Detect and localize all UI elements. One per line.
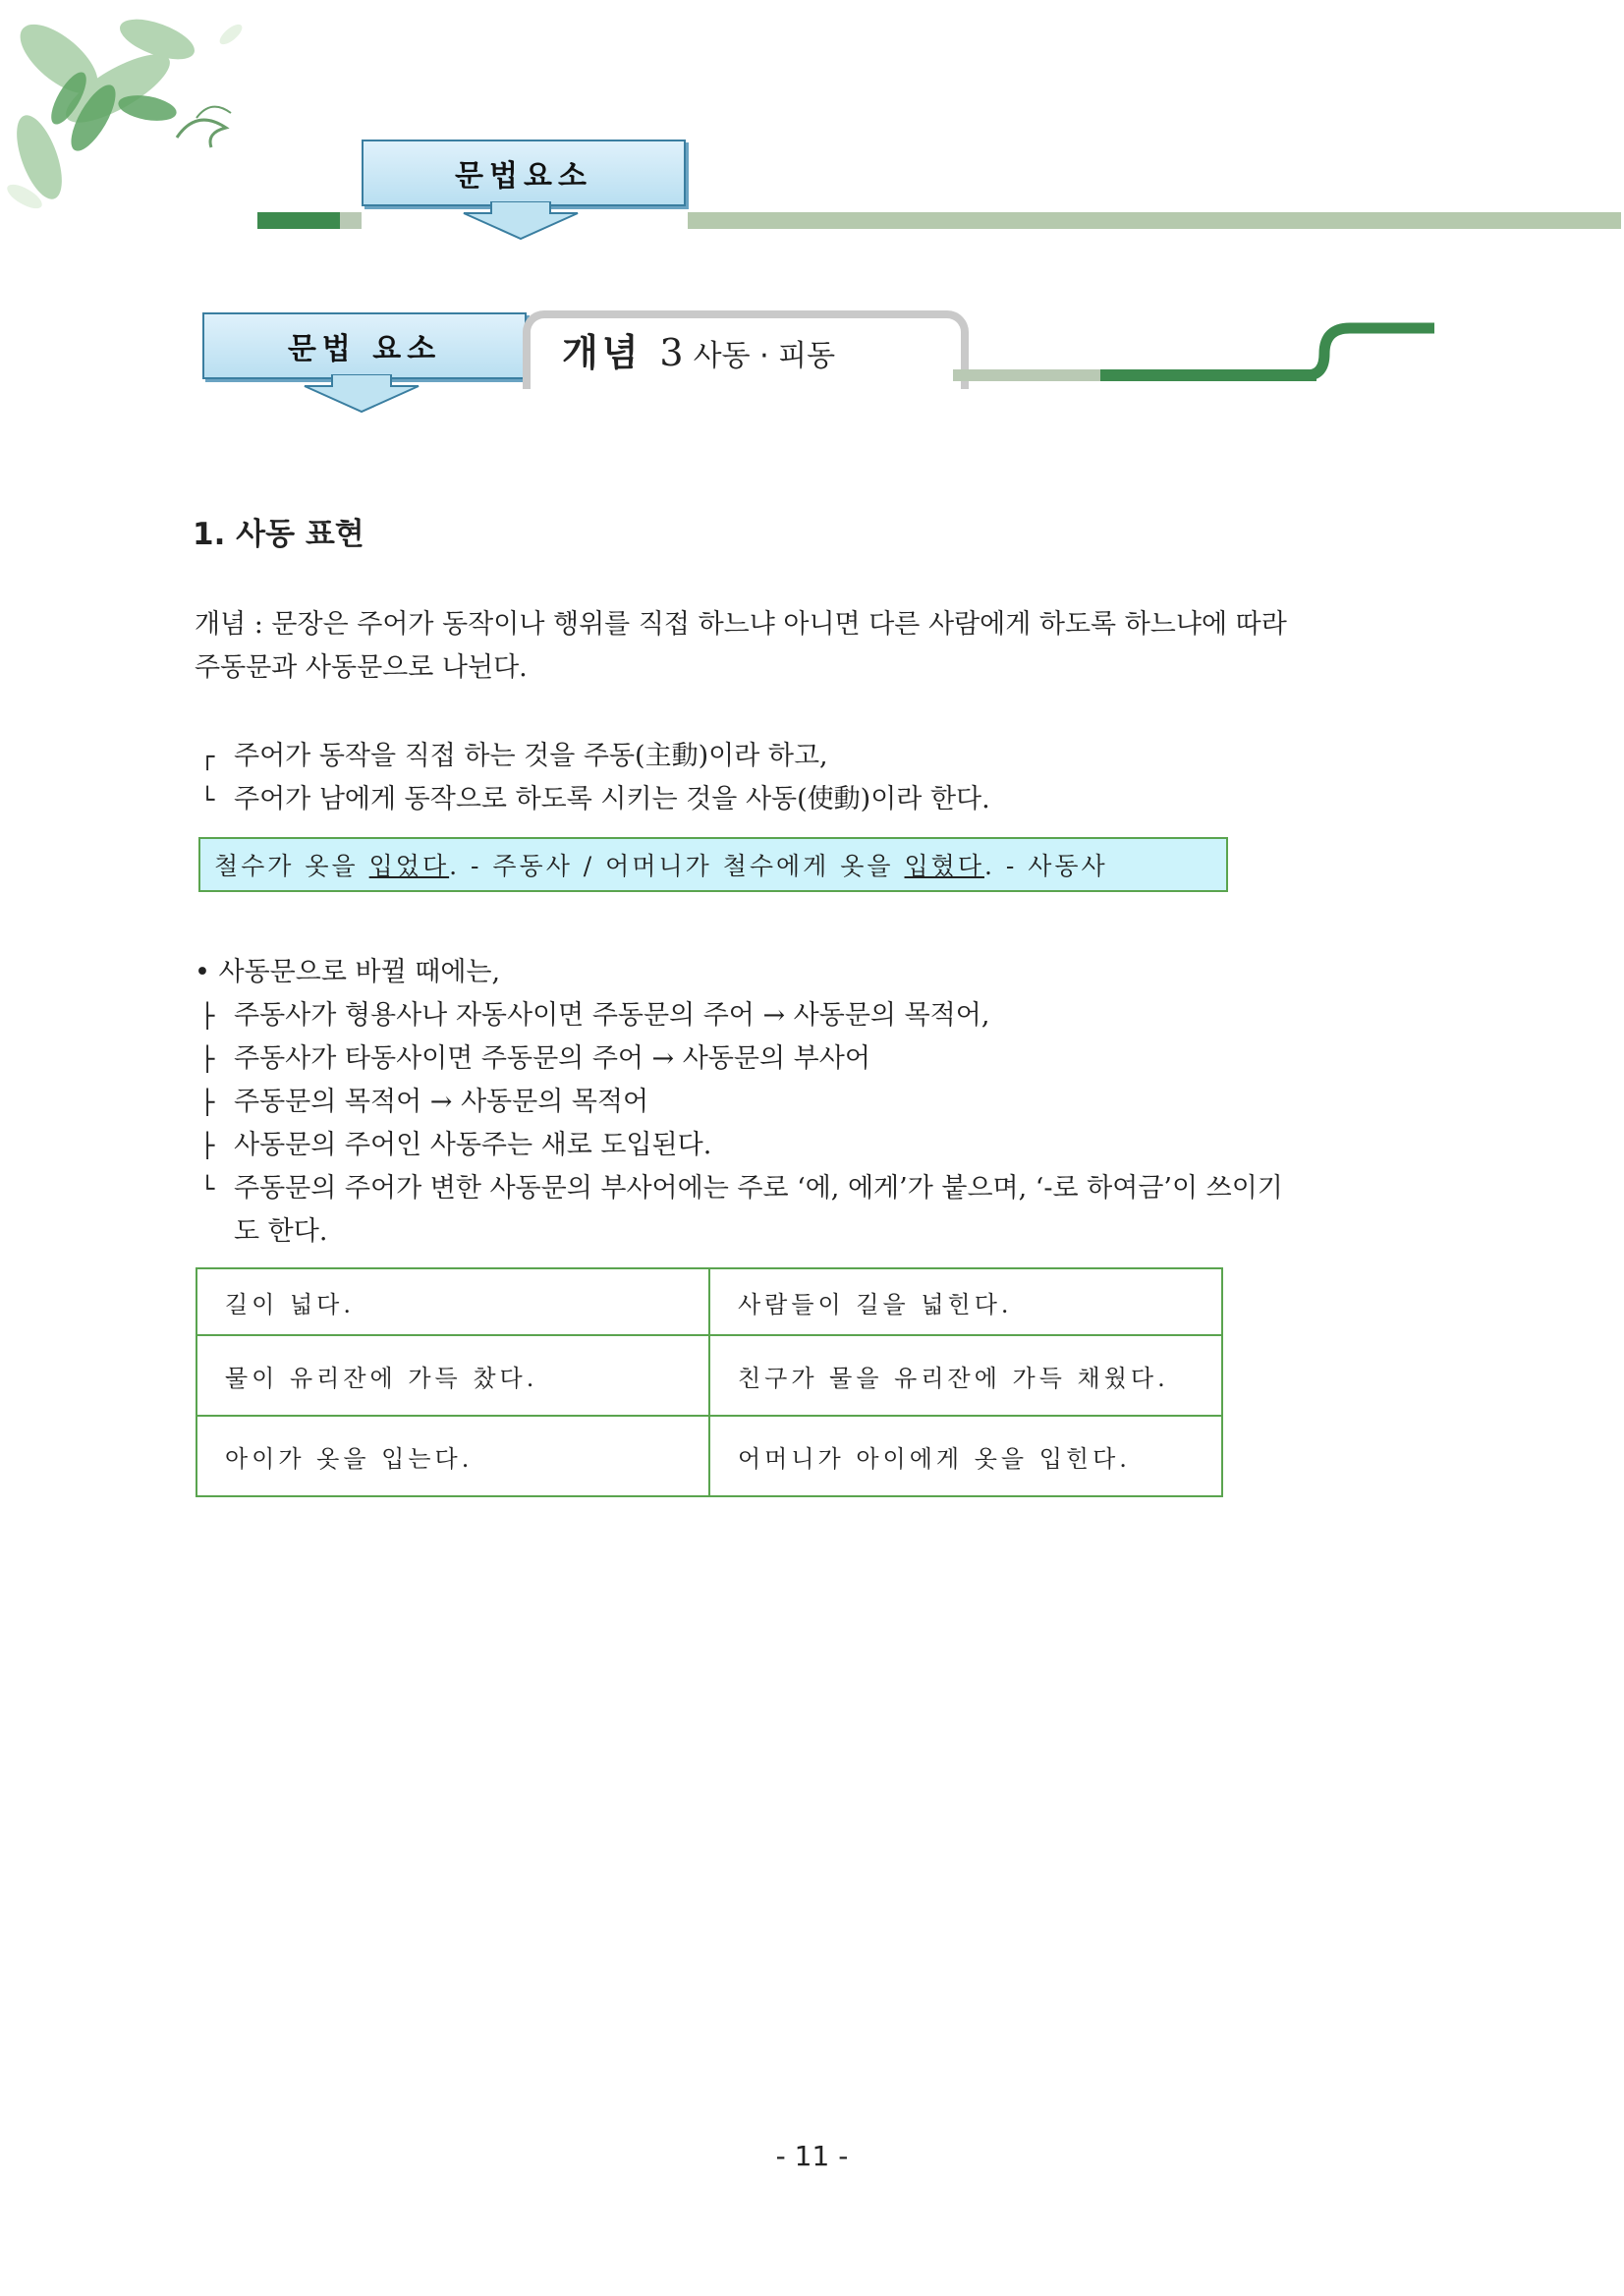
section-title: 1. 사동 표현 [193,517,364,552]
table-cell-active: 길이 넓다. [196,1268,709,1335]
rule-text: 사동문의 주어인 사동주는 새로 도입된다. [234,1130,712,1160]
header-bar-right [688,212,1621,229]
concept-label: 개념 [562,331,643,374]
rule-line-continuation: 도 한다. [234,1216,328,1247]
definition-line-1: 개념 : 문장은 주어가 동작이나 행위를 직접 하느냐 아니면 다른 사람에게 하도록 하느냐에 따라 [195,609,1287,640]
header-bar-left [257,212,340,229]
bracket-mark: ├ [200,1045,215,1073]
page-number: - 11 - [775,2140,849,2172]
bracket-text: 주어가 동작을 직접 하는 것을 주동(主動)이라 하고, [234,741,828,771]
bracket-line [200,735,828,778]
section-banner: 문법 요소 [202,312,527,379]
table-cell-causative: 사람들이 길을 넓힌다. [709,1268,1222,1335]
table-row [196,1268,1222,1335]
rule-text: 주동문의 목적어 → 사동문의 목적어 [234,1087,649,1117]
rule-line [200,994,989,1037]
concept-title: 사동 · 피동 [693,339,836,373]
section-arrow-icon [303,374,420,414]
bracket-mark: ├ [200,1132,215,1159]
rule-text: 주동사가 형용사나 자동사이면 주동문의 주어 → 사동문의 목적어, [234,1000,990,1031]
table-cell-active: 물이 유리잔에 가득 찼다. [196,1335,709,1416]
rule-line [200,1167,1283,1210]
example-text: 철수가 옷을 [214,852,369,880]
floral-decoration [0,0,265,236]
example-verb-causative: 입혔다 [904,852,984,880]
rule-text: 주동문의 주어가 변한 사동문의 부사어에는 주로 ‘에, 에게’가 붙으며, ‘-로 하여금’이 쓰이기 [234,1173,1283,1204]
concept-number: 3 [659,331,684,374]
chapter-banner: 문법요소 [362,140,686,206]
bracket-mark: ├ [200,1002,215,1030]
section-rule-green [1100,369,1316,381]
rule-text: 주동사가 타동사이면 주동문의 주어 → 사동문의 부사어 [234,1043,870,1074]
bracket-mark: └ [200,786,215,813]
example-verb-active: 입었다 [368,852,450,880]
table-cell-causative: 어머니가 아이에게 옷을 입힌다. [709,1416,1222,1496]
concept-heading [562,322,835,376]
bracket-mark: └ [200,1175,215,1203]
section-rule-curve [1307,320,1434,383]
rule-line [200,1081,648,1124]
table-cell-causative: 친구가 물을 유리잔에 가득 채웠다. [709,1335,1222,1416]
bracket-text: 주어가 남에게 동작으로 하도록 시키는 것을 사동(使動)이라 한다. [234,784,990,814]
rule-line [200,1037,870,1081]
bracket-mark: ├ [200,1089,215,1116]
rule-line [200,1124,711,1167]
table-cell-active: 아이가 옷을 입는다. [196,1416,709,1496]
bracket-mark: ┌ [200,743,215,770]
example-box [198,837,1228,892]
header-bar-left-accent [340,212,362,229]
example-text: . - 사동사 [983,852,1108,880]
definition-line-2: 주동문과 사동문으로 나뉜다. [195,652,528,683]
table-row [196,1416,1222,1496]
section-rule-gray [953,369,1100,381]
example-text: . - 주동사 / 어머니가 철수에게 옷을 [449,852,905,880]
table-row [196,1335,1222,1416]
example-table [196,1267,1223,1497]
banner-arrow-icon [462,201,580,241]
change-intro: • 사동문으로 바뀔 때에는, [195,957,501,987]
bracket-line [200,778,990,821]
